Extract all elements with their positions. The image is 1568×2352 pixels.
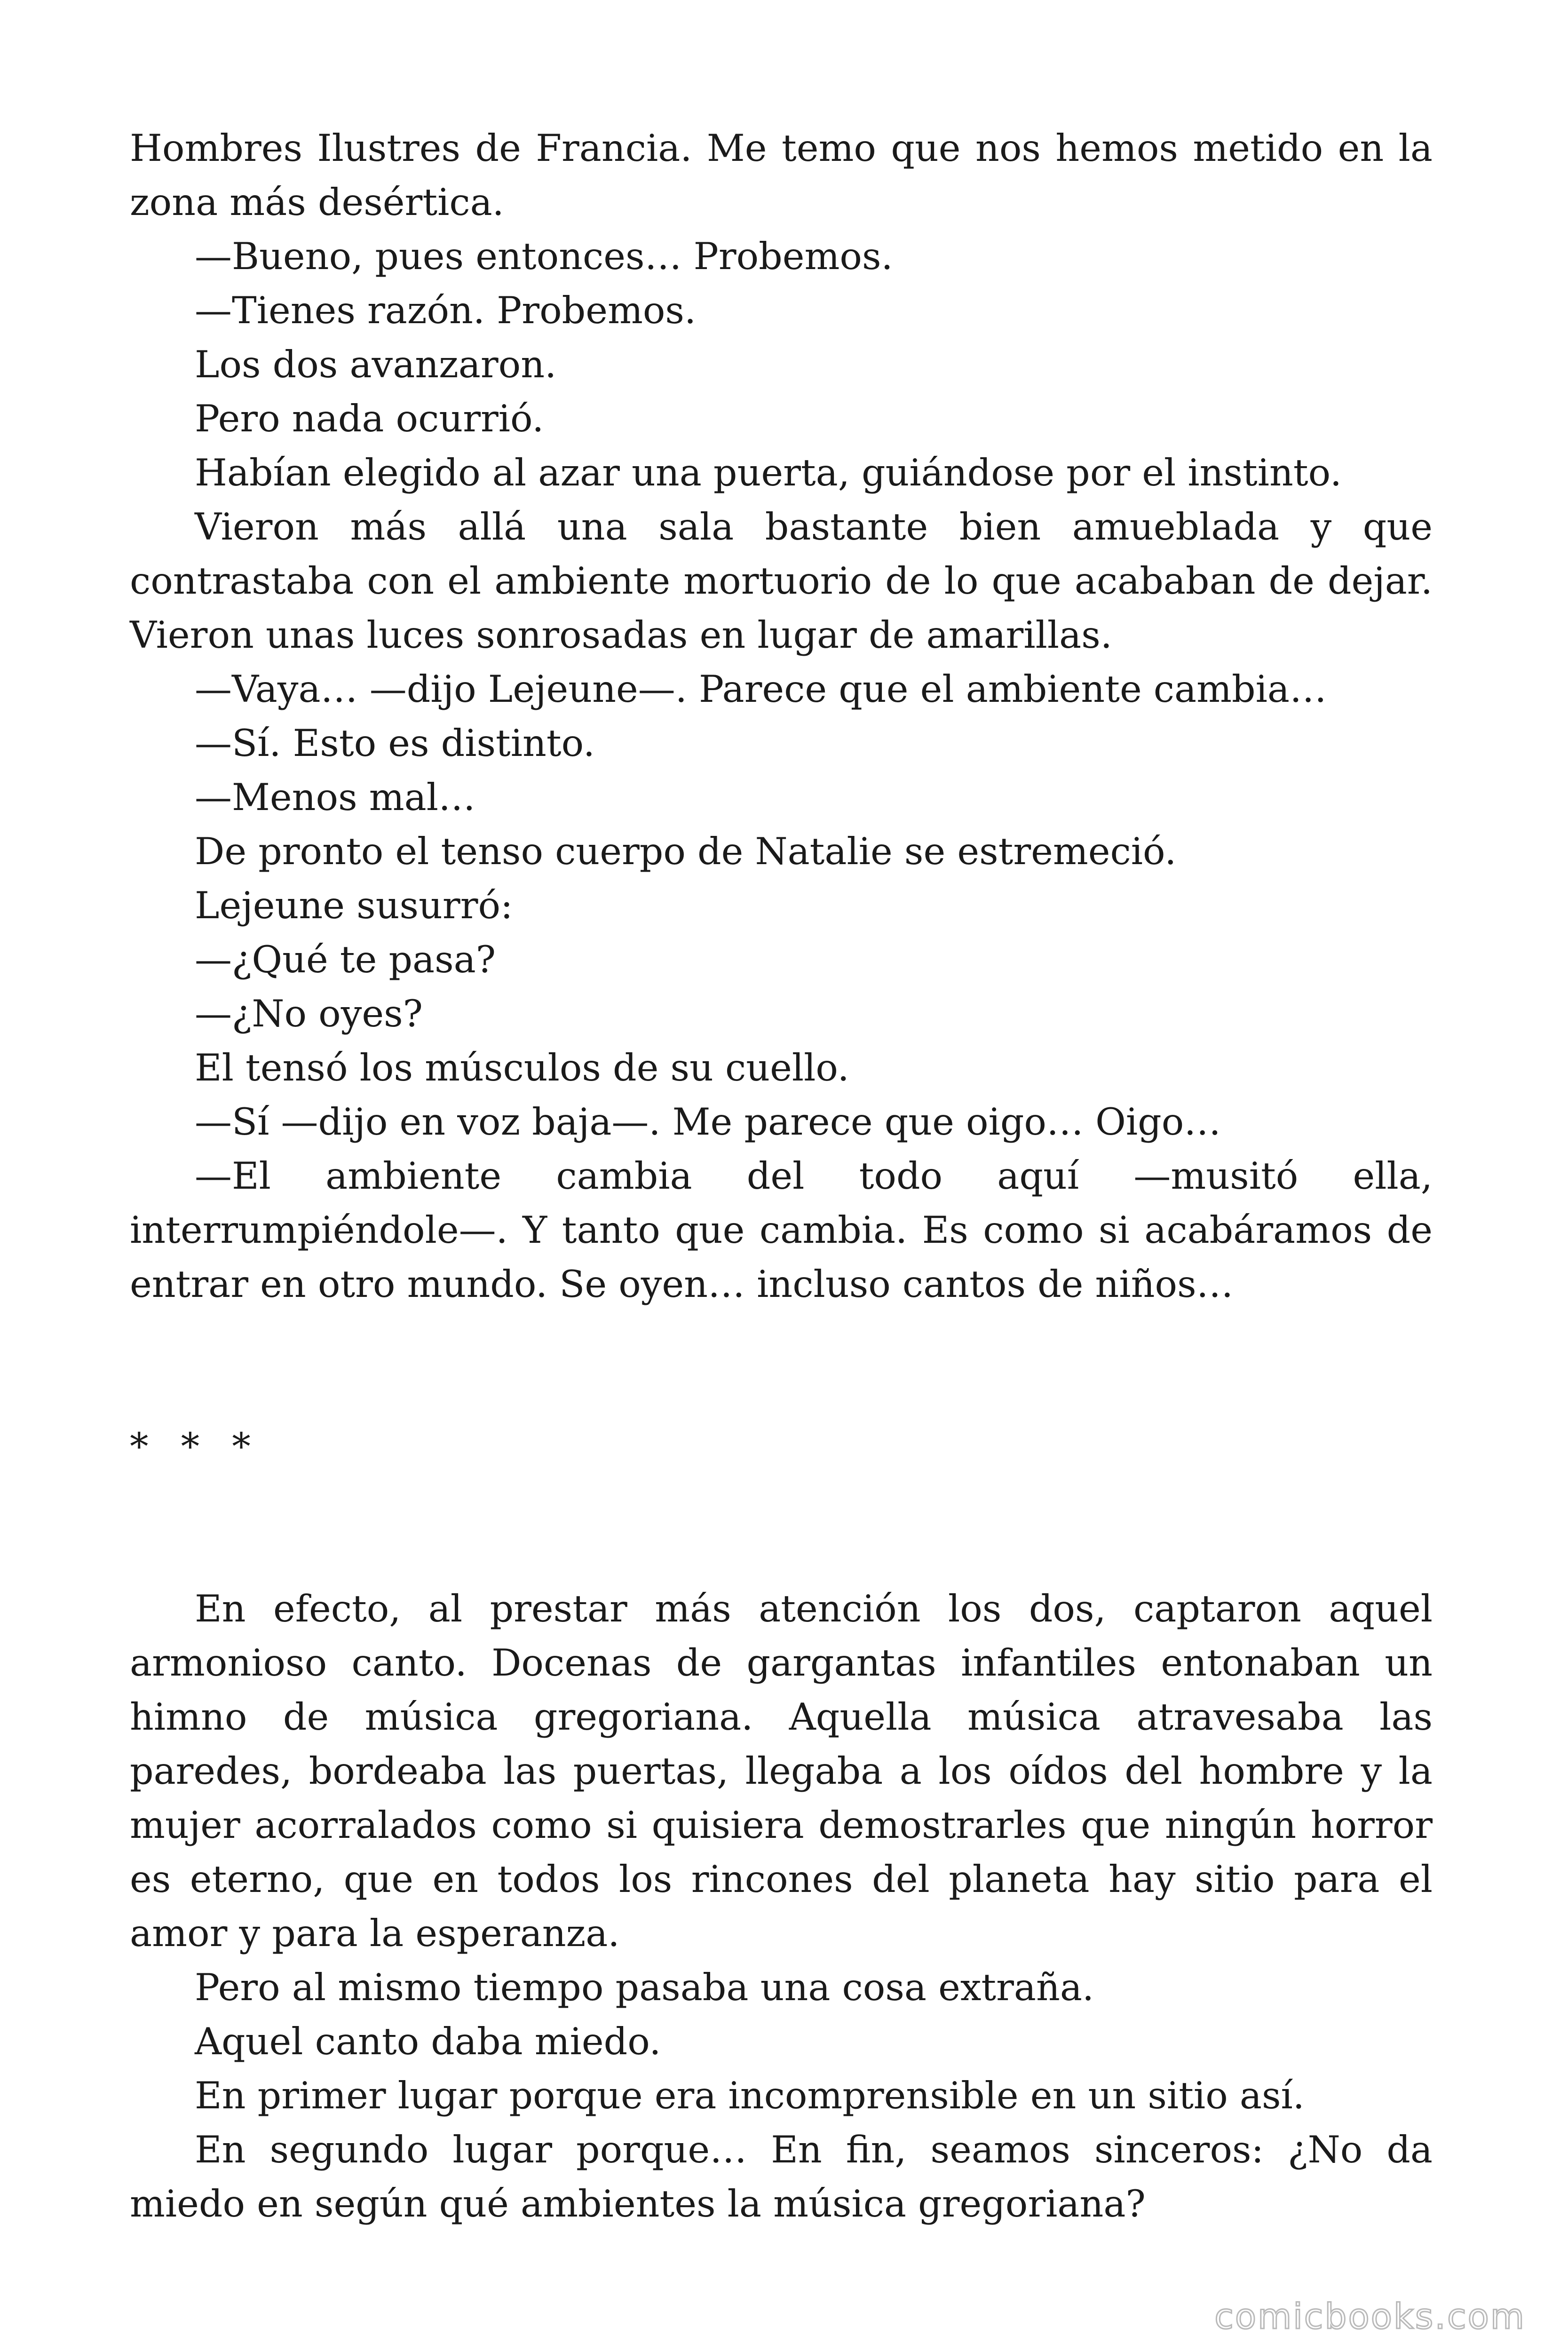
paragraph: Los dos avanzaron. <box>195 343 557 386</box>
paragraph: —Sí —dijo en voz baja—. Me parece que oigo… Oigo… <box>195 1100 1221 1144</box>
paragraph: El tensó los músculos de su cuello. <box>195 1046 849 1089</box>
paragraph: —Vaya… —dijo Lejeune—. Parece que el ambiente cambia… <box>195 667 1327 711</box>
paragraph: —Menos mal… <box>195 776 476 819</box>
spacer <box>130 1311 1433 1420</box>
paragraph: —Sí. Esto es distinto. <box>195 722 595 765</box>
book-page <box>130 121 1433 2231</box>
paragraph: En primer lugar porque era incomprensible en un sitio así. <box>195 2074 1305 2117</box>
scene-separator: * * * <box>130 1425 261 1468</box>
paragraph: De pronto el tenso cuerpo de Natalie se estremeció. <box>195 830 1177 873</box>
spacer <box>130 1474 1433 1582</box>
paragraph: —¿No oyes? <box>195 992 423 1035</box>
text-block-after-separator <box>130 1582 1433 2231</box>
text-block-before-separator <box>130 121 1433 1311</box>
paragraph: Pero nada ocurrió. <box>195 397 544 440</box>
paragraph: Aquel canto daba miedo. <box>195 2020 661 2063</box>
paragraph: Habían elegido al azar una puerta, guiándose por el instinto. <box>195 451 1342 494</box>
paragraph: —El ambiente cambia del todo aquí —musitó ella, interrumpiéndole—. Y tanto que cambia. Es como si acabáramos de entrar en otro mundo. Se oyen… incluso cantos de niños… <box>130 1154 1433 1306</box>
paragraph: En segundo lugar porque… En fin, seamos sinceros: ¿No da miedo en según qué ambientes la música gregoriana? <box>130 2128 1433 2225</box>
paragraph: En efecto, al prestar más atención los dos, captaron aquel armonioso canto. Docenas de gargantas infantiles entonaban un himno de música gregoriana. Aquella música atravesaba las paredes, bordeaba las puertas, llegaba a los oídos del hombre y la mujer acorralados como si quisiera demostrarles que ningún horror es eterno, que en todos los rincones del planeta hay sitio para el amor y para la esperanza. <box>130 1587 1433 1955</box>
paragraph: Pero al mismo tiempo pasaba una cosa extraña. <box>195 1966 1094 2009</box>
paragraph: Hombres Ilustres de Francia. Me temo que nos hemos metido en la zona más desértica. <box>130 127 1433 224</box>
paragraph: —Bueno, pues entonces… Probemos. <box>195 235 893 278</box>
watermark: comicbooks.com <box>1214 2296 1526 2337</box>
paragraph: Vieron más allá una sala bastante bien amueblada y que contrastaba con el ambiente mortuorio de lo que acababan de dejar. Vieron unas luces sonrosadas en lugar de amarillas. <box>130 505 1433 657</box>
paragraph: —¿Qué te pasa? <box>195 938 496 981</box>
paragraph: —Tienes razón. Probemos. <box>195 289 697 332</box>
paragraph: Lejeune susurró: <box>195 884 513 927</box>
